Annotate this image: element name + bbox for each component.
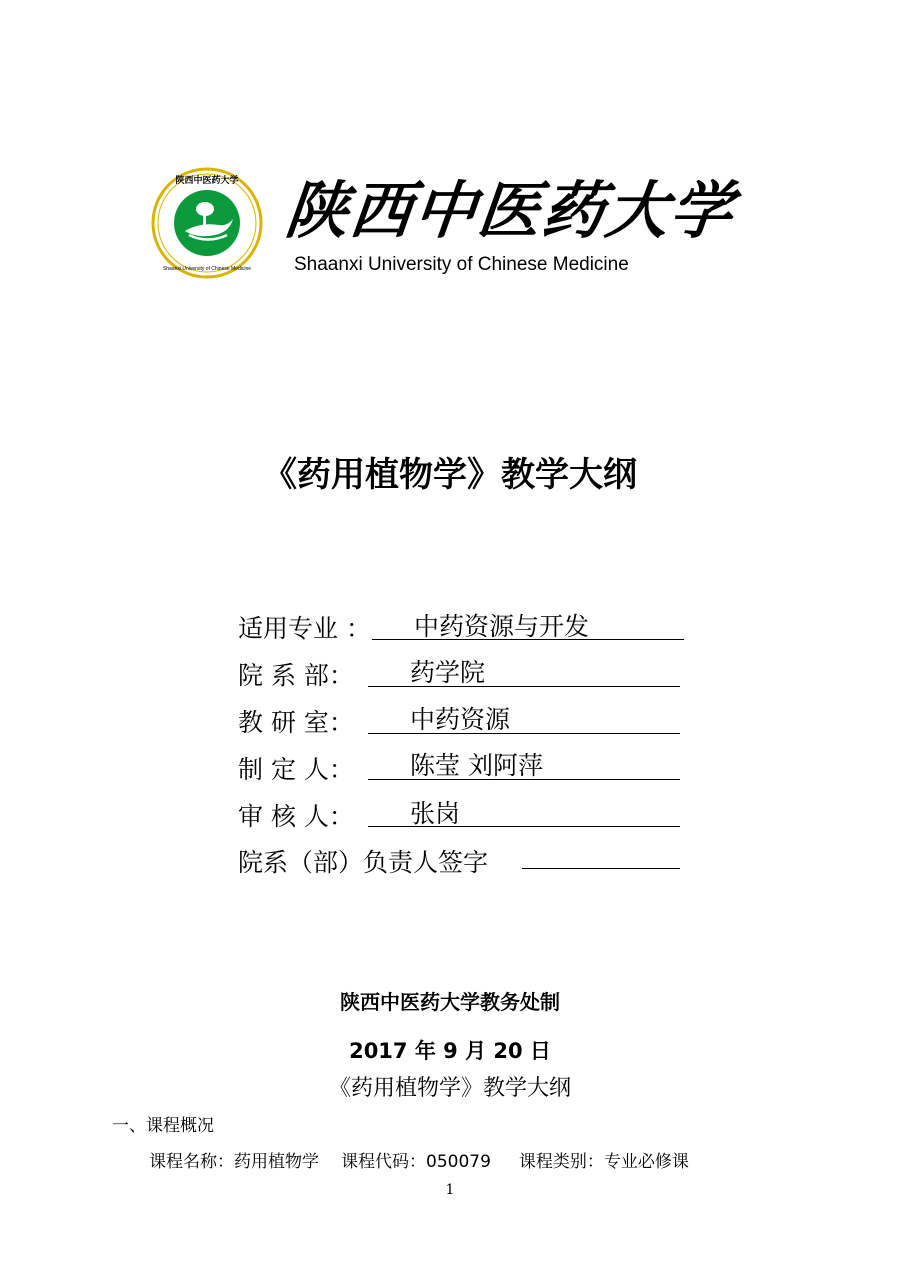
section-heading: 一、课程概况 <box>112 1116 214 1136</box>
svg-text:陕西中医药大学: 陕西中医药大学 <box>175 176 239 186</box>
field-value-reviewer: 张岗 <box>410 799 461 828</box>
issuer-line: 陕西中医药大学教务处制 <box>340 990 560 1014</box>
field-value-office: 中药资源 <box>410 705 511 734</box>
page-number: 1 <box>445 1182 455 1198</box>
university-name-cn: 陕西中医药大学 <box>282 174 738 247</box>
document-title-repeat: 《药用植物学》教学大纲 <box>328 1076 571 1101</box>
field-label-department: 院 系 部： <box>238 661 354 690</box>
field-label-major: 适用专业 ： <box>238 614 371 643</box>
course-name: 课程名称：药用植物学 <box>149 1152 319 1172</box>
field-underline-department <box>368 686 680 687</box>
document-title: 《药用植物学》教学大纲 <box>263 455 637 495</box>
field-value-department: 药学院 <box>410 658 486 687</box>
field-underline-major <box>372 639 684 640</box>
issue-date: 2017 年 9 月 20 日 <box>349 1039 551 1063</box>
field-label-signature: 院系（部）负责人签字 <box>238 848 489 877</box>
course-info-line <box>149 1148 689 1176</box>
field-value-major: 中药资源与开发 <box>414 612 590 641</box>
field-label-author: 制 定 人： <box>238 755 354 784</box>
university-name-en: Shaanxi University of Chinese Medicine <box>294 254 629 275</box>
field-label-reviewer: 审 核 人： <box>238 802 354 831</box>
field-underline-signature <box>522 868 680 869</box>
field-underline-author <box>368 779 680 780</box>
course-code: 课程代码：050079 <box>341 1152 491 1172</box>
course-type: 课程类别：专业必修课 <box>518 1152 689 1172</box>
university-seal-logo <box>151 167 263 279</box>
field-value-author: 陈莹 刘阿萍 <box>410 751 543 780</box>
svg-text:Shaanxi University of Chinese: Shaanxi University of Chinese Medicine <box>162 266 252 272</box>
field-underline-reviewer <box>368 826 680 827</box>
field-label-office: 教 研 室： <box>238 708 354 737</box>
field-underline-office <box>368 733 680 734</box>
